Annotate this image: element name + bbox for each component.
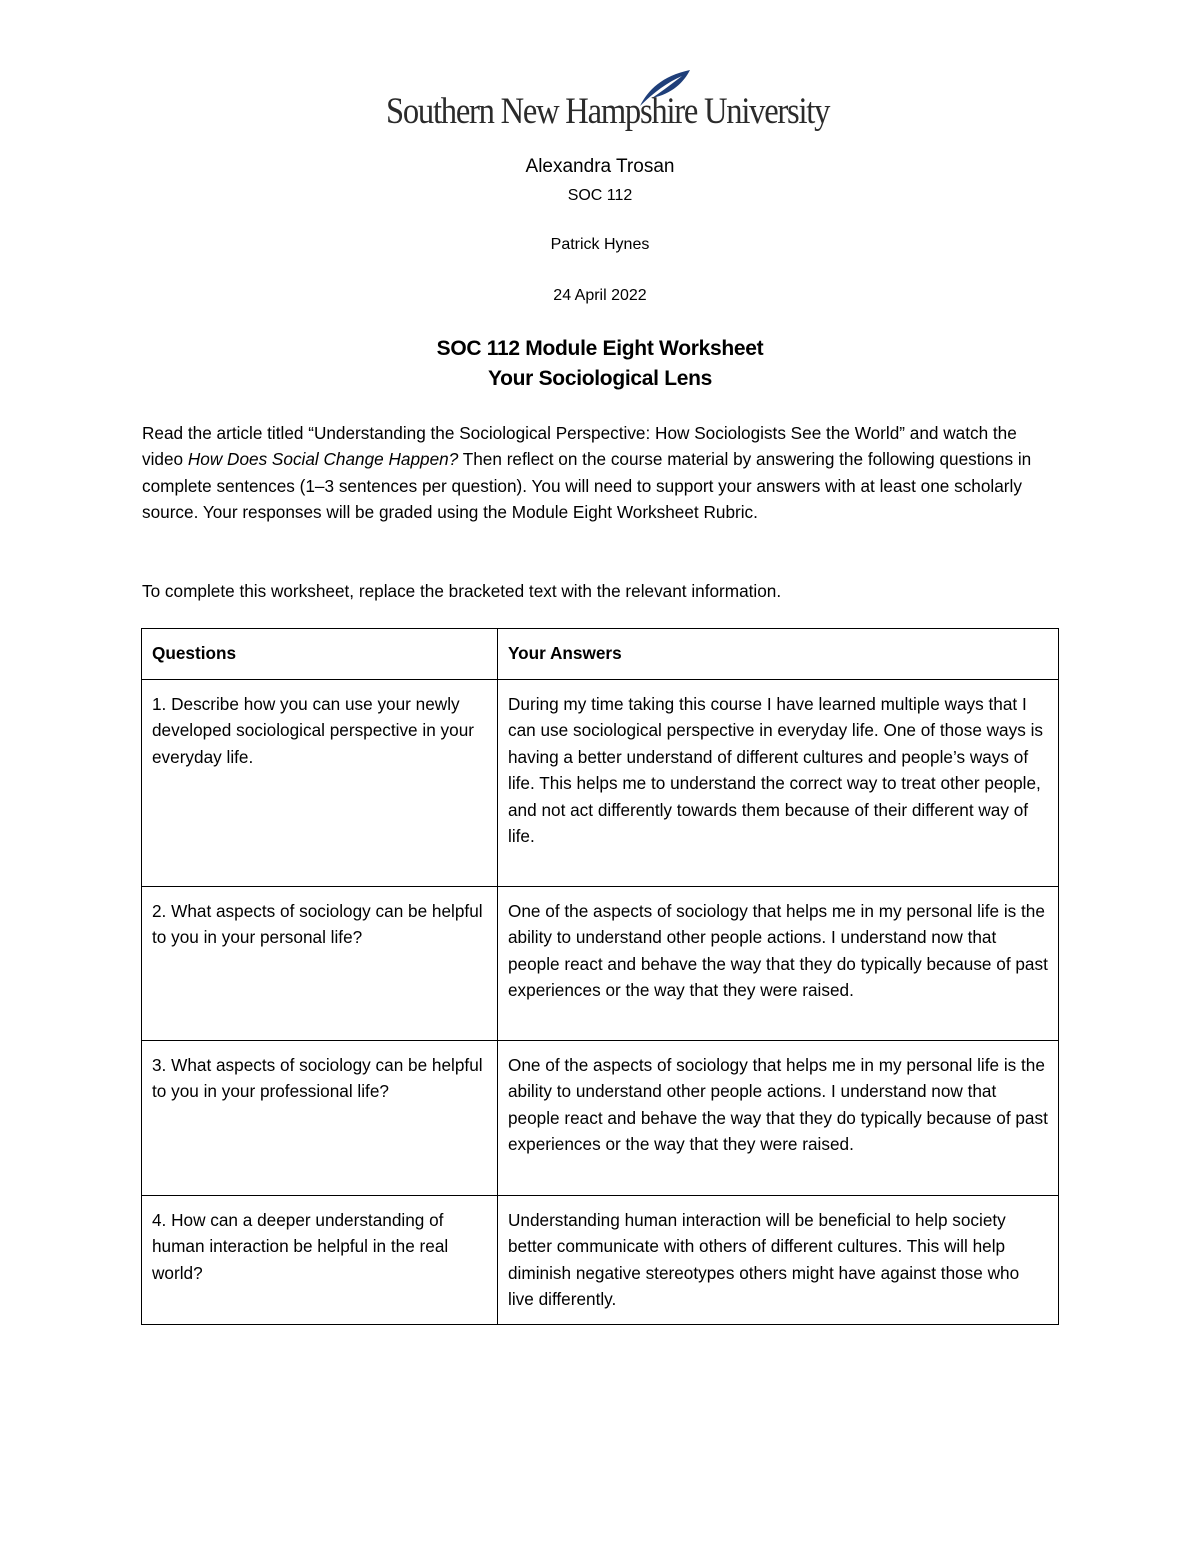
table-header-row [142, 629, 1059, 680]
video-title: How Does Social Change Happen? [187, 449, 459, 470]
column-header-answers: Your Answers [498, 629, 1059, 680]
instruction-paragraph: To complete this worksheet, replace the bracketed text with the relevant information. [142, 581, 782, 601]
title-line-2: Your Sociological Lens [487, 367, 713, 390]
author-name: Alexandra Trosan [525, 156, 675, 177]
answer-cell: One of the aspects of sociology that helps me in my personal life is the ability to understand other people actions. I understand now that people react and behave the way that they do typically because of past experiences or the way that they were raised. [498, 1041, 1059, 1196]
table-row [142, 1196, 1059, 1325]
answer-cell: One of the aspects of sociology that helps me in my personal life is the ability to understand other people actions. I understand now that people react and behave the way that they do typically because of past experiences or the way that they were raised. [498, 887, 1059, 1041]
question-cell: 2. What aspects of sociology can be helpful to you in your personal life? [142, 887, 498, 1041]
intro-text-2: Then reflect on the course material by answering the following questions in complete sentences (1–3 sentences per question). You will need to support your answers with at least one scholarly source. Your responses will be graded using the Module Eight Worksheet Rubric. [142, 449, 1032, 523]
question-cell: 4. How can a deeper understanding of human interaction be helpful in the real world? [142, 1196, 498, 1325]
course-code: SOC 112 [567, 187, 633, 204]
intro-text-1: Read the article titled “Understanding the Sociological Perspective: How Sociologists See the World” and watch the video [142, 423, 1017, 470]
submission-date: 24 April 2022 [553, 287, 647, 304]
intro-paragraph [142, 420, 1062, 526]
logo-wordmark: Southern New Hampshire University [386, 91, 830, 132]
answer-cell: During my time taking this course I have learned multiple ways that I can use sociological perspective in everyday life. One of those ways is having a better understand of different cultures and people’s ways of life. This helps me to understand the correct way to treat other people, and not act differently towards them because of their different way of life. [498, 680, 1059, 887]
table-row [142, 1041, 1059, 1196]
instructor-name: Patrick Hynes [550, 236, 650, 253]
qa-table [141, 628, 1059, 1325]
column-header-questions: Questions [142, 629, 498, 680]
answer-cell: Understanding human interaction will be beneficial to help society better communicate with others of different cultures. This will help diminish negative stereotypes others might have against those who live differently. [498, 1196, 1059, 1325]
table-row [142, 887, 1059, 1041]
table-row [142, 680, 1059, 887]
question-cell: 1. Describe how you can use your newly developed sociological perspective in your everyday life. [142, 680, 498, 887]
document-title [0, 334, 1200, 394]
title-line-1: SOC 112 Module Eight Worksheet [436, 337, 764, 360]
question-cell: 3. What aspects of sociology can be helpful to you in your professional life? [142, 1041, 498, 1196]
university-logo [386, 68, 830, 138]
